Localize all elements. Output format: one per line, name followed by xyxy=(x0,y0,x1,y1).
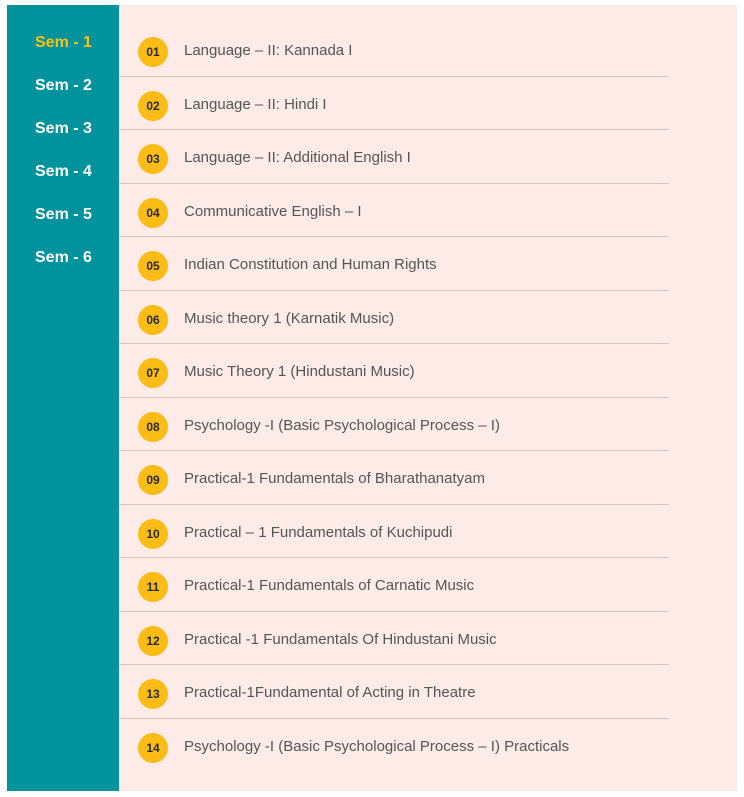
semester-sidebar xyxy=(7,5,119,791)
course-list xyxy=(119,23,669,772)
course-number-badge: 02 xyxy=(138,91,168,121)
course-row xyxy=(119,77,669,131)
course-title: Practical -1 Fundamentals Of Hindustani Music xyxy=(184,630,497,648)
course-row xyxy=(119,291,669,345)
curriculum-panel xyxy=(7,5,737,791)
course-title: Practical-1 Fundamentals of Carnatic Music xyxy=(184,577,475,594)
semester-tab-6[interactable]: Sem - 6 xyxy=(35,249,92,266)
course-title: Psychology -I (Basic Psychological Process – I) Practicals xyxy=(184,737,570,755)
course-title: Music Theory 1 (Hindustani Music) xyxy=(184,363,415,380)
course-number-badge: 08 xyxy=(138,412,168,442)
course-number-badge: 11 xyxy=(138,572,168,602)
course-title: Practical-1Fundamental of Acting in Theatre xyxy=(184,684,476,701)
course-number-badge: 04 xyxy=(138,198,168,228)
course-number-badge: 09 xyxy=(138,465,168,495)
course-row xyxy=(119,665,669,719)
course-title: Language – II: Hindi I xyxy=(184,95,327,113)
course-title: Communicative English – I xyxy=(184,202,362,220)
course-number-badge: 06 xyxy=(138,305,168,335)
course-number-badge: 12 xyxy=(138,626,168,656)
course-number-badge: 07 xyxy=(138,358,168,388)
course-row xyxy=(119,398,669,452)
course-row xyxy=(119,451,669,505)
semester-tab-2[interactable]: Sem - 2 xyxy=(35,77,92,94)
course-row xyxy=(119,612,669,666)
course-row xyxy=(119,23,669,77)
course-title: Practical-1 Fundamentals of Bharathanatyam xyxy=(184,470,485,487)
course-row xyxy=(119,237,669,291)
course-title: Practical – 1 Fundamentals of Kuchipudi xyxy=(184,523,453,541)
course-row xyxy=(119,130,669,184)
course-number-badge: 10 xyxy=(138,519,168,549)
course-title: Indian Constitution and Human Rights xyxy=(184,256,437,273)
semester-tab-5[interactable]: Sem - 5 xyxy=(35,206,92,223)
course-row xyxy=(119,344,669,398)
course-row xyxy=(119,505,669,559)
course-title: Music theory 1 (Karnatik Music) xyxy=(184,309,395,327)
course-row xyxy=(119,558,669,612)
course-row xyxy=(119,719,669,773)
course-row xyxy=(119,184,669,238)
course-number-badge: 01 xyxy=(138,37,168,67)
course-number-badge: 14 xyxy=(138,733,168,763)
semester-tab-1[interactable]: Sem - 1 xyxy=(35,34,92,51)
course-title: Language – II: Additional English I xyxy=(184,149,411,166)
course-title: Psychology -I (Basic Psychological Process – I) xyxy=(184,416,500,434)
course-number-badge: 13 xyxy=(138,679,168,709)
course-number-badge: 05 xyxy=(138,251,168,281)
course-number-badge: 03 xyxy=(138,144,168,174)
course-title: Language – II: Kannada I xyxy=(184,42,353,59)
semester-tab-4[interactable]: Sem - 4 xyxy=(35,163,92,180)
semester-tab-3[interactable]: Sem - 3 xyxy=(35,120,92,137)
